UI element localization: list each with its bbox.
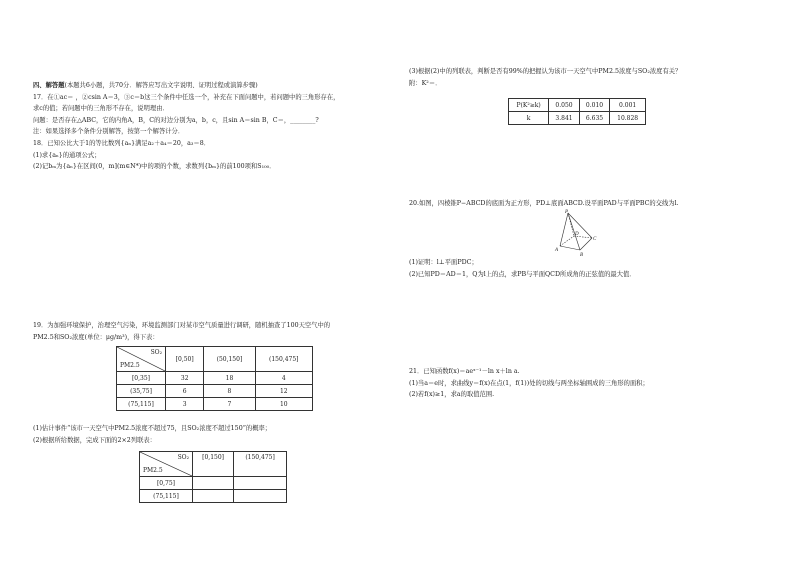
contingency-table (139, 451, 287, 503)
table1-corner-bottom: PM2.5 (120, 362, 140, 369)
table1-col-header: (50,150] (204, 347, 255, 372)
table2-corner (140, 452, 193, 477)
k-table-cell: 3.841 (549, 112, 580, 125)
table2-corner-bottom: PM2.5 (143, 467, 163, 474)
q17-line3: 问题：是否存在△ABC，它的内角A，B，C的对边分别为a，b，c，且sin A＝sin B，C＝，________? (33, 116, 319, 124)
table1-cell: 6 (166, 385, 204, 398)
table2-cell (234, 490, 287, 503)
label-a: A (555, 248, 559, 253)
k-table-cell: 0.001 (610, 99, 646, 112)
section-heading (33, 80, 383, 92)
left-column (33, 80, 383, 173)
k-table-cell: 0.050 (549, 99, 580, 112)
q20-part1: (1)证明：l⊥平面PDC； (409, 259, 478, 266)
q20-line1: 20.如图，四棱锥P−ABCD的底面为正方形，PD⊥底面ABCD.设平面PAD与平面PBC的交线为l. (409, 200, 679, 207)
q19-part2: (2)根据所给数据，完成下面的2×2列联表： (33, 436, 156, 444)
q17-line4: 注：如果选择多个条件分别解答，按第一个解答计分． (33, 128, 185, 136)
table2-row-label: [0,75] (140, 477, 193, 490)
label-b: B (580, 253, 584, 256)
table1-cell: 32 (166, 372, 204, 385)
table1-cell: 3 (166, 398, 204, 411)
table-row (117, 398, 313, 411)
table-row (140, 477, 287, 490)
q19-part1: (1)估计事件“该市一天空气中PM2.5浓度不超过75，且SO₂浓度不超过150”的概率； (33, 425, 272, 432)
table-row (117, 385, 313, 398)
q19-line1: 19．为加强环境保护，治理空气污染，环境监测部门对某市空气质量进行调研，随机抽查了100天空气中的 (33, 322, 331, 329)
section-title: 四、解答题 (33, 82, 65, 89)
table2-cell (193, 477, 234, 490)
q21-line1: 21．已知函数f(x)＝aeˣ⁻¹－ln x＋ln a. (409, 368, 520, 375)
q19-block (33, 320, 383, 343)
table-row (509, 112, 646, 125)
appendix-formula: 附：K²＝． (409, 79, 442, 87)
table1-cell: 10 (255, 398, 312, 411)
pm-so2-table (116, 346, 313, 411)
pyramid-figure (552, 208, 604, 256)
table2-cell (234, 477, 287, 490)
q20-part2: (2)已知PD＝AD＝1，Q为l上的点，求PB与平面QCD所成角的正弦值的最大值． (409, 270, 636, 278)
q17-line2: 求c的值；若问题中的三角形不存在，说明理由． (33, 105, 169, 113)
table1-cell: 4 (255, 372, 312, 385)
k-table-cell: 0.010 (579, 99, 610, 112)
table1-cell: 18 (204, 372, 255, 385)
table-row (117, 372, 313, 385)
table2-col-header: [0,150] (193, 452, 234, 477)
table1-col-header: [0,50] (166, 347, 204, 372)
table1-row-label: (75,115] (117, 398, 166, 411)
k-value-table (508, 98, 646, 125)
q18-line3: (2)记bₘ为{aₙ}在区间(0，m](m∈N*)中的项的个数，求数列{bₘ}的前100项和S₁₀₀． (33, 163, 276, 171)
q18-line2: (1)求{aₙ}的通项公式； (33, 151, 101, 159)
table2-corner-top: SO₂ (177, 454, 189, 461)
q19-line2: PM2.5和SO₂浓度(单位：μg/m³)，得下表： (33, 333, 159, 341)
table1-row-label: [0,35] (117, 372, 166, 385)
k-table-cell: 6.635 (579, 112, 610, 125)
table1-cell: 12 (255, 385, 312, 398)
label-p: P (565, 210, 569, 215)
table2-col-header: (150,475] (234, 452, 287, 477)
label-c: C (593, 237, 597, 242)
q21-block (409, 366, 739, 401)
table-row (509, 99, 646, 112)
table1-cell: 7 (204, 398, 255, 411)
section-note: (本题共6小题，共70分．解答应写出文字说明、证明过程或演算步骤) (64, 82, 258, 89)
q20-parts (409, 257, 739, 280)
q18-line1: 18．已知公比大于1的等比数列{aₙ}满足a₂＋a₄＝20，a₃＝8． (33, 139, 211, 147)
right-column-top (409, 66, 739, 89)
table1-corner (117, 347, 166, 372)
q17-line1: 17．在①ac＝ ，②csin A＝3，③c＝b这三个条件中任选一个，补充在下面问题中，若问题中的三角形存在， (33, 93, 340, 101)
q19-parts (33, 423, 383, 446)
table1-corner-top: SO₂ (150, 349, 162, 356)
k-table-cell: 10.828 (610, 112, 646, 125)
k-table-row-label: k (509, 112, 549, 125)
table1-cell: 8 (204, 385, 255, 398)
table-row (140, 490, 287, 503)
table2-row-label: (75,115] (140, 490, 193, 503)
label-d: D (575, 232, 579, 237)
q19-part3: (3)根据(2)中的列联表，判断是否有99%的把握认为该市一天空气中PM2.5浓度与SO₂浓度有关？ (409, 68, 682, 75)
table2-cell (193, 490, 234, 503)
k-table-row-label: P(K²≥k) (509, 99, 549, 112)
q21-part2: (2)若f(x)≥1，求a的取值范围. (409, 391, 495, 399)
table1-col-header: (150,475] (255, 347, 312, 372)
table1-row-label: (35,75] (117, 385, 166, 398)
q21-part1: (1)当a＝e时，求曲线y＝f(x)在点(1，f(1))处的切线与两坐标轴围成的三角形的面积； (409, 379, 649, 387)
